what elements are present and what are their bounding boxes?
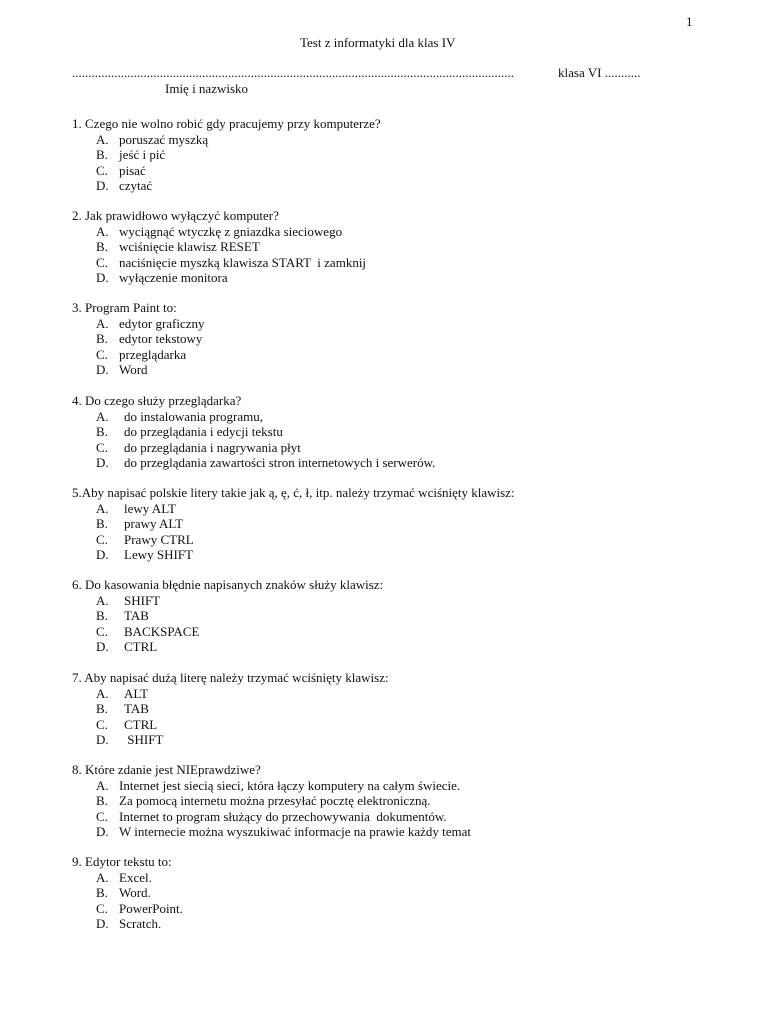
page-number: 1 xyxy=(686,14,693,29)
answer-option xyxy=(72,717,389,733)
answer-letter: A. xyxy=(96,592,109,608)
question-9 xyxy=(72,854,183,932)
question-6 xyxy=(72,577,383,655)
answer-list xyxy=(72,315,205,378)
question-1 xyxy=(72,116,381,194)
answer-letter: D. xyxy=(96,178,109,193)
answer-letter: A. xyxy=(96,777,109,793)
answer-text: edytor tekstowy xyxy=(119,331,203,346)
answer-option xyxy=(72,501,515,517)
answer-text: pisać xyxy=(119,162,146,178)
answer-letter: C. xyxy=(96,346,108,362)
name-label: Imię i nazwisko xyxy=(165,81,249,96)
answer-option xyxy=(72,808,447,825)
question-text: 4. Do czego służy przeglądarka? xyxy=(72,393,242,408)
answer-option xyxy=(72,686,389,702)
answer-text: lewy ALT xyxy=(124,500,176,516)
answer-letter: C. xyxy=(96,716,108,732)
answer-letter: D. xyxy=(96,824,109,839)
answer-text: PowerPoint. xyxy=(119,900,183,916)
answer-option xyxy=(72,270,279,286)
answer-letter: D. xyxy=(96,270,109,285)
answer-text: edytor graficzny xyxy=(119,315,205,331)
answer-text: do instalowania programu, xyxy=(124,408,263,424)
answer-option xyxy=(72,824,472,840)
answer-text: jeść i pić xyxy=(119,147,166,162)
answer-list xyxy=(72,408,436,471)
answer-letter: D. xyxy=(96,732,109,747)
question-text: 3. Program Paint to: xyxy=(72,300,177,315)
question-text: 1. Czego nie wolno robić gdy pracujemy przy komputerze? xyxy=(72,116,381,131)
answer-option xyxy=(72,147,381,163)
answer-text: Za pomocą internetu można przesyłać pocztę elektroniczną. xyxy=(119,793,431,808)
answer-option xyxy=(72,163,381,179)
answer-option xyxy=(72,532,515,548)
answer-letter: A. xyxy=(96,500,109,516)
answer-text: W internecie można wyszukiwać informacje na prawie każdy temat xyxy=(119,824,472,839)
answer-letter: B. xyxy=(96,793,108,808)
answer-option xyxy=(72,593,383,609)
answer-list xyxy=(72,593,383,655)
answer-letter: B. xyxy=(96,239,108,254)
question-7 xyxy=(72,670,389,748)
answer-option xyxy=(72,900,183,917)
answer-option xyxy=(72,239,279,255)
answer-text: ALT xyxy=(124,685,149,701)
answer-letter: D. xyxy=(96,547,109,562)
answer-text: TAB xyxy=(124,608,149,623)
question-4 xyxy=(72,393,436,471)
answer-option xyxy=(72,223,343,240)
answer-option xyxy=(72,424,283,440)
answer-letter: B. xyxy=(96,147,108,162)
answer-letter: A. xyxy=(96,869,109,885)
answer-option xyxy=(72,132,381,148)
answer-letter: A. xyxy=(96,685,109,701)
answer-option xyxy=(72,315,205,332)
answer-option xyxy=(72,439,301,456)
answer-text: Lewy SHIFT xyxy=(124,547,193,562)
answer-option xyxy=(72,732,389,748)
answer-text: Excel. xyxy=(119,869,152,885)
answer-text: wyłączenie monitora xyxy=(119,270,228,285)
answer-text: do przeglądania zawartości stron internetowych i serwerów. xyxy=(124,455,436,470)
answer-text: Word. xyxy=(119,885,151,900)
answer-text: czytać xyxy=(119,178,153,193)
answer-list xyxy=(72,686,389,748)
answer-option xyxy=(72,777,461,794)
answer-text: Prawy CTRL xyxy=(124,531,194,547)
answer-text: poruszać myszką xyxy=(119,131,209,147)
question-text: 9. Edytor tekstu to: xyxy=(72,854,172,869)
question-text: 5.Aby napisać polskie litery takie jak ą, ę, ć, ł, itp. należy trzymać wciśnięty klawisz: xyxy=(72,485,515,500)
answer-option xyxy=(72,870,172,886)
answer-letter: A. xyxy=(96,131,109,147)
answer-letter: B. xyxy=(96,608,108,623)
answer-text: SHIFT xyxy=(124,592,161,608)
answer-text: CTRL xyxy=(124,716,158,732)
answer-option xyxy=(72,916,172,932)
answer-letter: C. xyxy=(96,531,108,547)
answer-text: Word xyxy=(119,362,148,377)
page-title: Test z informatyki dla klas IV xyxy=(300,35,456,50)
answer-option xyxy=(72,178,381,194)
answer-letter: C. xyxy=(96,439,108,455)
answer-letter: A. xyxy=(96,315,109,331)
question-5 xyxy=(72,485,515,563)
answer-letter: C. xyxy=(96,900,108,916)
answer-text: przeglądarka xyxy=(119,346,187,362)
question-text: 2. Jak prawidłowo wyłączyć komputer? xyxy=(72,208,279,223)
answer-option xyxy=(72,639,383,655)
question-8 xyxy=(72,762,472,840)
question-text: 8. Które zdanie jest NIEprawdziwe? xyxy=(72,762,261,777)
answer-text: wciśnięcie klawisz RESET xyxy=(119,239,260,254)
answer-letter: D. xyxy=(96,916,109,931)
answer-option xyxy=(72,331,203,347)
answer-letter: B. xyxy=(96,331,108,346)
class-line: klasa VI ........... xyxy=(558,65,641,80)
answer-text: Internet to program służący do przechowywania dokumentów. xyxy=(119,808,447,824)
answer-letter: A. xyxy=(96,223,109,239)
question-text: 7. Aby napisać dużą literę należy trzymać wciśnięty klawisz: xyxy=(72,670,389,685)
question-text: 6. Do kasowania błędnie napisanych znaków służy klawisz: xyxy=(72,577,384,592)
answer-letter: D. xyxy=(96,455,109,470)
answer-text: wyciągnąć wtyczkę z gniazdka sieciowego xyxy=(119,223,343,239)
question-3 xyxy=(72,300,205,378)
name-line: ........................................................................................................................................ xyxy=(72,65,514,80)
answer-option xyxy=(72,408,263,425)
answer-letter: C. xyxy=(96,808,108,824)
answer-option xyxy=(72,608,383,624)
answer-list xyxy=(72,869,183,932)
answer-text: SHIFT xyxy=(124,732,164,747)
answer-letter: A. xyxy=(96,408,109,424)
answer-option xyxy=(72,547,515,563)
answer-text: CTRL xyxy=(124,639,158,654)
answer-list xyxy=(72,223,367,286)
answer-letter: D. xyxy=(96,362,109,377)
answer-list xyxy=(72,132,381,194)
answer-list xyxy=(72,501,515,563)
answer-letter: B. xyxy=(96,424,108,439)
answer-option xyxy=(72,455,436,471)
answer-option xyxy=(72,254,367,271)
answer-letter: B. xyxy=(96,701,108,716)
answer-text: do przeglądania i nagrywania płyt xyxy=(124,439,301,455)
answer-letter: B. xyxy=(96,885,108,900)
answer-letter: C. xyxy=(96,162,108,178)
answer-letter: D. xyxy=(96,639,109,654)
answer-text: prawy ALT xyxy=(124,516,184,531)
answer-text: naciśnięcie myszką klawisza START i zamknij xyxy=(119,254,367,270)
answer-option xyxy=(72,362,177,378)
answer-letter: C. xyxy=(96,623,108,639)
answer-text: Scratch. xyxy=(119,916,162,931)
answer-letter: B. xyxy=(96,516,108,531)
answer-list xyxy=(72,777,472,840)
question-2 xyxy=(72,208,367,286)
answer-option xyxy=(72,346,187,363)
answer-text: Internet jest siecią sieci, która łączy komputery na całym świecie. xyxy=(119,777,461,793)
answer-text: BACKSPACE xyxy=(124,623,200,639)
answer-letter: C. xyxy=(96,254,108,270)
answer-option xyxy=(72,624,383,640)
answer-text: do przeglądania i edycji tekstu xyxy=(124,424,283,439)
answer-text: TAB xyxy=(124,701,149,716)
answer-option xyxy=(72,516,515,532)
answer-option xyxy=(72,701,389,717)
answer-option xyxy=(72,793,431,809)
answer-option xyxy=(72,885,172,901)
